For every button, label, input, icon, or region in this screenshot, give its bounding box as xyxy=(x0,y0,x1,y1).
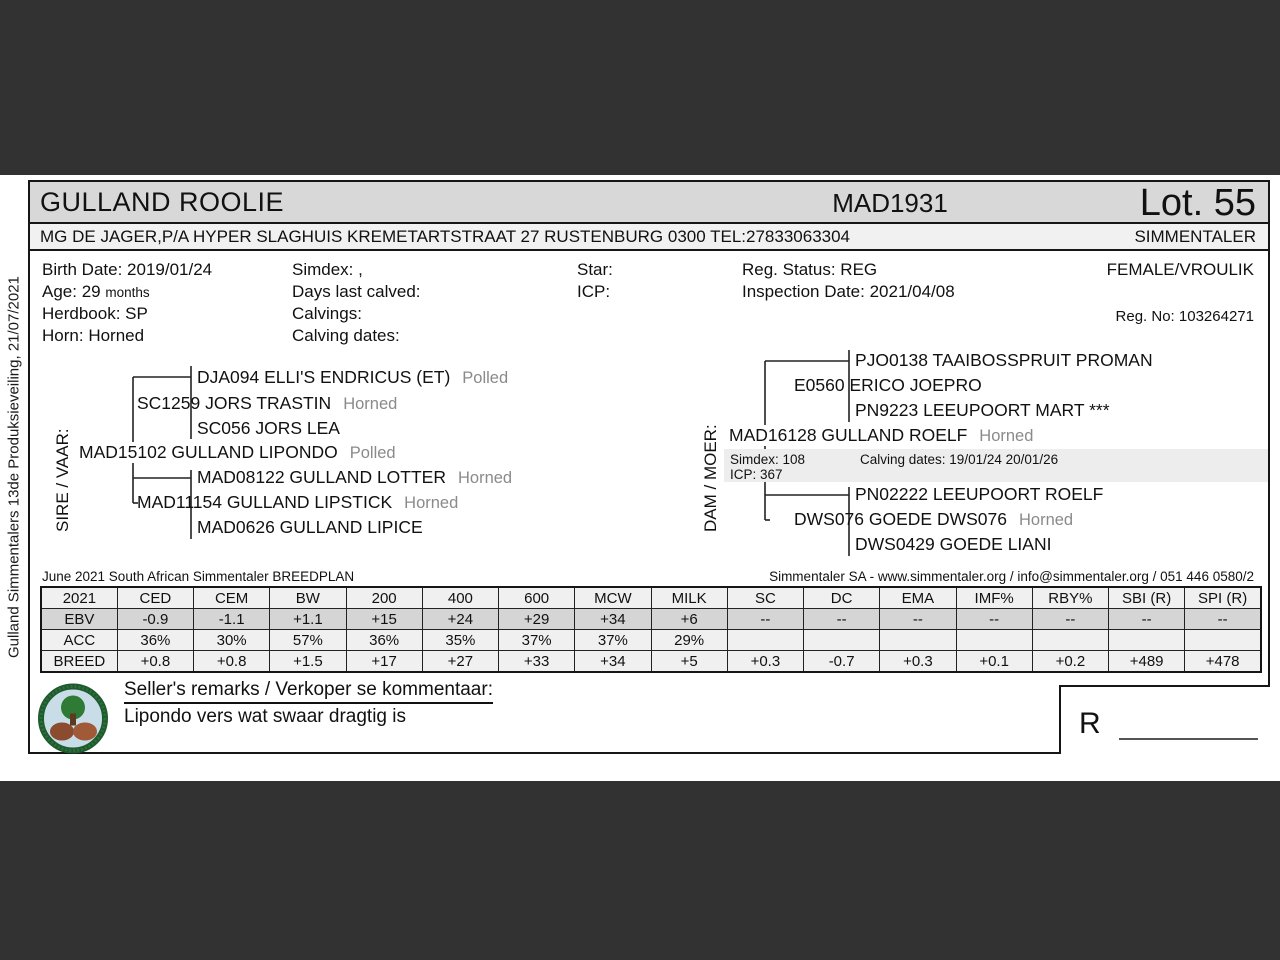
breedplan-column-header: BW xyxy=(270,587,346,609)
sire-granddam xyxy=(197,418,352,440)
horn-status: Polled xyxy=(349,444,396,462)
breedplan-cell: +1.1 xyxy=(270,609,346,630)
days-last-calved-label: Days last calved: xyxy=(292,282,421,301)
breedplan-cell: +0.8 xyxy=(194,651,270,673)
breed-name: SIMMENTALER xyxy=(1134,227,1256,246)
sire-animal xyxy=(79,442,396,464)
breedplan-cell: -- xyxy=(956,609,1032,630)
remarks-heading: Seller's remarks / Verkoper se kommentaar: xyxy=(124,679,493,704)
pedigree-name: PJO0138 TAAIBOSSPRUIT PROMAN xyxy=(855,350,1153,370)
breedplan-row-label: ACC xyxy=(41,630,117,651)
birth-date-value: 2019/01/24 xyxy=(127,260,213,279)
reg-status-value: REG xyxy=(840,260,878,279)
dam-simdex: Simdex: 108 xyxy=(730,452,806,467)
breedplan-row-label: BREED xyxy=(41,651,117,673)
horn-status: Horned xyxy=(343,395,398,413)
pedigree-name: MAD16128 GULLAND ROELF xyxy=(729,425,968,445)
sire-axis-label: SIRE / VAAR: xyxy=(53,428,72,532)
lot-number: Lot. 55 xyxy=(1139,182,1256,224)
breedplan-column-header: 400 xyxy=(422,587,498,609)
age-label: Age: xyxy=(42,282,77,301)
breedplan-cell: +0.3 xyxy=(727,651,803,673)
breedplan-column-header: 600 xyxy=(499,587,575,609)
breedplan-column-header: MCW xyxy=(575,587,651,609)
simdex-label: Simdex: xyxy=(292,260,354,279)
horn-status: Horned xyxy=(457,469,513,487)
dam-icp: ICP: 367 xyxy=(730,467,783,482)
breedplan-column-header: CED xyxy=(117,587,193,609)
dam-info-box xyxy=(724,449,1268,482)
sire-dam-sire xyxy=(197,467,512,489)
pedigree-name: DWS076 GOEDE DWS076 xyxy=(794,509,1007,529)
simdex-value: , xyxy=(358,260,363,279)
inspection-date-label: Inspection Date: xyxy=(742,282,865,301)
pedigree-name: MAD08122 GULLAND LOTTER xyxy=(197,467,446,487)
breedplan-cell: -- xyxy=(1109,609,1185,630)
breedplan-cell xyxy=(956,630,1032,651)
dam-animal xyxy=(729,425,1033,447)
breedplan-cell: 30% xyxy=(194,630,270,651)
breedplan-column-header: SPI (R) xyxy=(1185,587,1261,609)
dam-grandsire xyxy=(855,350,1165,372)
breedplan-cell xyxy=(727,630,803,651)
breedplan-cell: 29% xyxy=(651,630,727,651)
breedplan-column-header: RBY% xyxy=(1032,587,1108,609)
reg-no-value: 103264271 xyxy=(1178,308,1254,325)
animal-id: MAD1931 xyxy=(832,188,948,218)
price-box xyxy=(1059,685,1270,754)
dam-granddam xyxy=(855,400,1122,422)
breedplan-cell xyxy=(1185,630,1261,651)
simmentaler-logo xyxy=(38,683,108,754)
remarks-text: Lipondo vers wat swaar dragtig is xyxy=(124,706,406,727)
horn-label: Horn: xyxy=(42,326,84,345)
breedplan-cell: +1.5 xyxy=(270,651,346,673)
animal-name: GULLAND ROOLIE xyxy=(40,187,285,217)
breedplan-cell: 36% xyxy=(346,630,422,651)
breedplan-row-ebv xyxy=(41,609,1261,630)
lot-card xyxy=(28,180,1270,754)
breedplan-cell: +0.3 xyxy=(880,651,956,673)
pedigree-name: MAD15102 GULLAND LIPONDO xyxy=(79,442,338,462)
breedplan-cell: +0.8 xyxy=(117,651,193,673)
sex-label: FEMALE/VROULIK xyxy=(1106,260,1254,279)
sire-sire xyxy=(137,393,397,415)
breedplan-cell xyxy=(804,630,880,651)
breedplan-cell: +478 xyxy=(1185,651,1261,673)
breedplan-cell: 35% xyxy=(422,630,498,651)
dam-dam-dam xyxy=(855,534,1063,556)
reg-no-label: Reg. No: xyxy=(1115,308,1175,325)
age-suffix: months xyxy=(105,285,150,300)
breedplan-caption: June 2021 South African Simmentaler BREEDPLAN xyxy=(42,569,355,584)
breedplan-row-acc xyxy=(41,630,1261,651)
breedplan-cell: +24 xyxy=(422,609,498,630)
breedplan-row-label: EBV xyxy=(41,609,117,630)
currency-symbol: R xyxy=(1079,707,1101,740)
breedplan-column-header: 2021 xyxy=(41,587,117,609)
breedplan-cell: -- xyxy=(804,609,880,630)
breedplan-cell: -- xyxy=(727,609,803,630)
breedplan-cell xyxy=(880,630,956,651)
breedplan-cell: -- xyxy=(1032,609,1108,630)
birth-date-label: Birth Date: xyxy=(42,260,123,279)
sire-grandsire xyxy=(197,367,508,389)
age-value: 29 xyxy=(81,282,101,301)
breedplan-cell: 37% xyxy=(499,630,575,651)
calving-dates-label: Calving dates: xyxy=(292,326,400,345)
breedplan-cell: +0.2 xyxy=(1032,651,1108,673)
price-write-in-line xyxy=(1119,738,1258,740)
breedplan-cell: +34 xyxy=(575,651,651,673)
horn-value: Horned xyxy=(88,326,145,345)
pedigree-name: PN9223 LEEUPOORT MART *** xyxy=(855,400,1110,420)
breedplan-cell: +27 xyxy=(422,651,498,673)
pedigree-name: SC1259 JORS TRASTIN xyxy=(137,393,332,413)
pedigree-name: MAD11154 GULLAND LIPSTICK xyxy=(137,492,393,512)
herdbook-label: Herdbook: xyxy=(42,304,121,323)
sire-dam-dam xyxy=(197,517,435,539)
breedplan-cell: -0.7 xyxy=(804,651,880,673)
breedplan-cell xyxy=(1032,630,1108,651)
breedplan-cell: 57% xyxy=(270,630,346,651)
breedplan-column-header: SBI (R) xyxy=(1109,587,1185,609)
breedplan-column-header: IMF% xyxy=(956,587,1032,609)
horn-status: Polled xyxy=(462,369,509,387)
bottom-dark-band xyxy=(0,781,1280,960)
seller-address: MG DE JAGER,P/A HYPER SLAGHUIS KREMETARTSTRAAT 27 RUSTENBURG 0300 TEL:27833063304 xyxy=(40,227,851,246)
breedplan-table xyxy=(40,586,1262,673)
dam-axis-label: DAM / MOER: xyxy=(701,424,720,532)
breedplan-cell: -- xyxy=(880,609,956,630)
pedigree-name: MAD0626 GULLAND LIPICE xyxy=(197,517,423,537)
breedplan-cell: +29 xyxy=(499,609,575,630)
herdbook-value: SP xyxy=(125,304,148,323)
dam-dam xyxy=(794,509,1073,531)
breedplan-cell: +489 xyxy=(1109,651,1185,673)
reg-status-label: Reg. Status: xyxy=(742,260,836,279)
star-label: Star: xyxy=(577,260,613,279)
breedplan-cell: +17 xyxy=(346,651,422,673)
top-dark-band xyxy=(0,0,1280,175)
dam-sire xyxy=(794,375,994,397)
breedplan-cell: +33 xyxy=(499,651,575,673)
dam-calving-dates: Calving dates: 19/01/24 20/01/26 xyxy=(860,452,1059,467)
horn-status: Horned xyxy=(979,427,1034,445)
breedplan-cell: -0.9 xyxy=(117,609,193,630)
pedigree-name: DJA094 ELLI'S ENDRICUS (ET) xyxy=(197,367,451,387)
breedplan-row-breed xyxy=(41,651,1261,673)
breedplan-cell: +0.1 xyxy=(956,651,1032,673)
pedigree-name: PN02222 LEEUPOORT ROELF xyxy=(855,484,1104,504)
breedplan-column-header: SC xyxy=(727,587,803,609)
breedplan-column-header: EMA xyxy=(880,587,956,609)
breedplan-cell: 37% xyxy=(575,630,651,651)
breedplan-cell: +5 xyxy=(651,651,727,673)
breedplan-column-header: MILK xyxy=(651,587,727,609)
horn-status: Horned xyxy=(1018,511,1074,529)
inspection-date-value: 2021/04/08 xyxy=(869,282,955,301)
dam-dam-sire xyxy=(855,484,1115,506)
breedplan-cell: +34 xyxy=(575,609,651,630)
breedplan-cell: +15 xyxy=(346,609,422,630)
sale-side-text: Gulland Simmentalers 13de Produksieveiling, 21/07/2021 xyxy=(5,276,23,658)
breedplan-column-header: CEM xyxy=(194,587,270,609)
breedplan-cell xyxy=(1109,630,1185,651)
pedigree-name: E0560 ERICO JOEPRO xyxy=(794,375,982,395)
pedigree-name: SC056 JORS LEA xyxy=(197,418,340,438)
icp-label: ICP: xyxy=(577,282,611,301)
association-contact: Simmentaler SA - www.simmentaler.org / info@simmentaler.org / 051 446 0580/2 xyxy=(769,569,1254,584)
breedplan-cell: -- xyxy=(1185,609,1261,630)
breedplan-cell: 36% xyxy=(117,630,193,651)
sire-dam xyxy=(137,492,458,514)
pedigree-name: DWS0429 GOEDE LIANI xyxy=(855,534,1052,554)
breedplan-cell: -1.1 xyxy=(194,609,270,630)
calvings-label: Calvings: xyxy=(292,304,362,323)
horn-status: Horned xyxy=(404,494,459,512)
breedplan-cell: +6 xyxy=(651,609,727,630)
breedplan-column-header: DC xyxy=(804,587,880,609)
breedplan-column-header: 200 xyxy=(346,587,422,609)
